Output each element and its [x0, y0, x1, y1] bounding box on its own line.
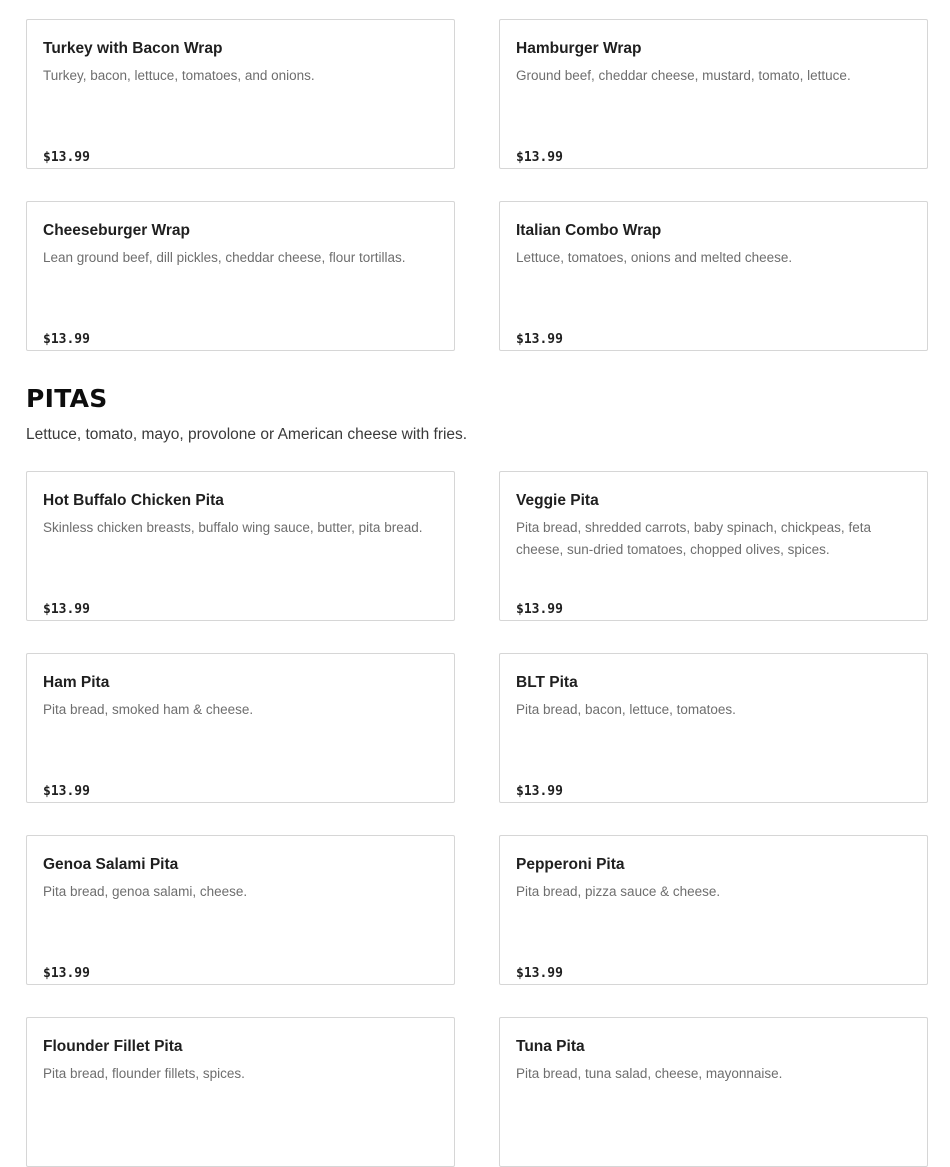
menu-item-name: Genoa Salami Pita	[43, 856, 179, 873]
section-description: Lettuce, tomato, mayo, provolone or American cheese with fries.	[26, 426, 468, 443]
menu-item-description: Pita bread, pizza sauce & cheese.	[516, 884, 721, 899]
menu-item-description: Lettuce, tomatoes, onions and melted cheese.	[516, 250, 793, 265]
menu-item-price: $13.99	[516, 150, 563, 165]
menu-item-description: Pita bread, tuna salad, cheese, mayonnaise.	[516, 1066, 783, 1081]
menu-item-description: Pita bread, shredded carrots, baby spinach, chickpeas, feta cheese, sun-dried tomatoes, chopped olives, spices.	[516, 520, 871, 557]
pitas-menu-grid	[26, 471, 928, 1167]
menu-item-price: $13.99	[516, 966, 563, 981]
menu-item-name: BLT Pita	[516, 674, 578, 691]
menu-item-name: Turkey with Bacon Wrap	[43, 40, 223, 57]
menu-item-description: Lean ground beef, dill pickles, cheddar cheese, flour tortillas.	[43, 250, 406, 265]
menu-item-price: $13.99	[43, 150, 90, 165]
menu-item-price: $13.99	[43, 966, 90, 981]
menu-item-name: Flounder Fillet Pita	[43, 1038, 183, 1055]
menu-item-price: $13.99	[43, 332, 90, 347]
menu-item-card[interactable]	[26, 201, 455, 351]
menu-item-description: Pita bread, bacon, lettuce, tomatoes.	[516, 702, 736, 717]
menu-item-name: Italian Combo Wrap	[516, 222, 662, 239]
menu-item-description: Ground beef, cheddar cheese, mustard, tomato, lettuce.	[516, 68, 851, 83]
menu-item-price: $13.99	[43, 602, 90, 617]
menu-item-card[interactable]	[26, 471, 455, 621]
menu-item-name: Hamburger Wrap	[516, 40, 642, 57]
menu-item-card[interactable]	[26, 835, 455, 985]
menu-item-description: Pita bread, smoked ham & cheese.	[43, 702, 254, 717]
menu-item-card[interactable]	[499, 1017, 928, 1167]
menu-item-name: Ham Pita	[43, 674, 110, 691]
menu-item-card[interactable]	[499, 471, 928, 621]
menu-item-price: $13.99	[516, 332, 563, 347]
menu-item-description: Pita bread, flounder fillets, spices.	[43, 1066, 245, 1081]
menu-item-name: Cheeseburger Wrap	[43, 222, 191, 239]
menu-item-name: Hot Buffalo Chicken Pita	[43, 492, 224, 509]
menu-item-card[interactable]	[499, 835, 928, 985]
menu-item-card[interactable]	[499, 653, 928, 803]
menu-item-name: Tuna Pita	[516, 1038, 585, 1055]
menu-item-price: $13.99	[43, 784, 90, 799]
menu-item-description: Turkey, bacon, lettuce, tomatoes, and onions.	[43, 68, 315, 83]
menu-item-name: Veggie Pita	[516, 492, 599, 509]
menu-item-price: $13.99	[516, 602, 563, 617]
menu-item-card[interactable]	[499, 201, 928, 351]
menu-item-card[interactable]	[499, 19, 928, 169]
wraps-menu-grid	[26, 19, 928, 351]
menu-item-card[interactable]	[26, 1017, 455, 1167]
section-title: PITAS	[26, 384, 108, 413]
menu-item-description: Pita bread, genoa salami, cheese.	[43, 884, 248, 899]
menu-item-description: Skinless chicken breasts, buffalo wing sauce, butter, pita bread.	[43, 520, 423, 535]
menu-item-card[interactable]	[26, 19, 455, 169]
menu-item-price: $13.99	[516, 784, 563, 799]
menu-item-name: Pepperoni Pita	[516, 856, 625, 873]
menu-item-card[interactable]	[26, 653, 455, 803]
